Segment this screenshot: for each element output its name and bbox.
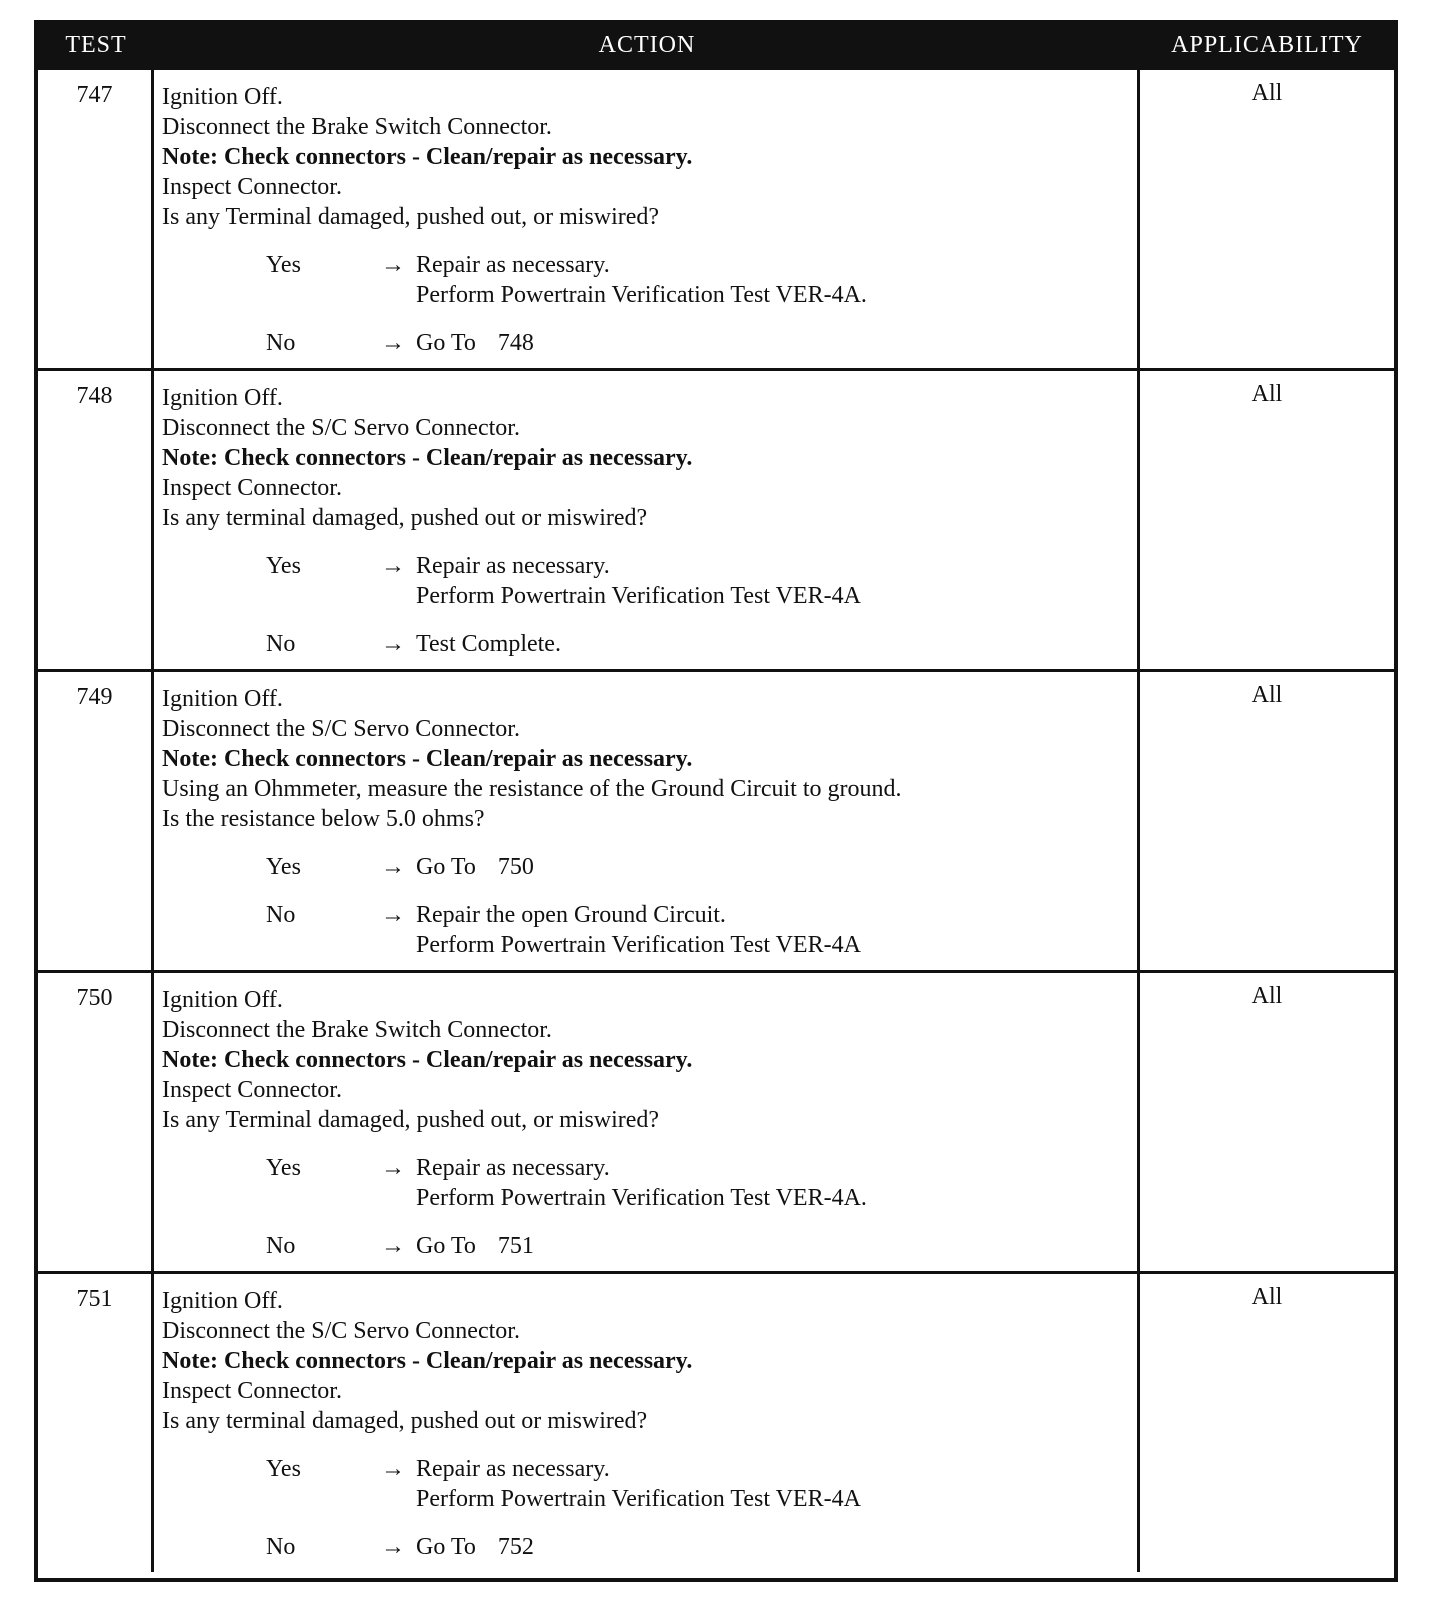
yes-result-line: Repair as necessary. bbox=[416, 1456, 610, 1482]
test-number: 747 bbox=[38, 70, 154, 368]
action-cell bbox=[154, 70, 1140, 368]
yes-label: Yes bbox=[266, 854, 301, 880]
diagnostic-test-table bbox=[34, 20, 1398, 1582]
action-note: Note: Check connectors - Clean/repair as necessary. bbox=[162, 746, 693, 772]
action-cell bbox=[154, 973, 1140, 1271]
action-note: Note: Check connectors - Clean/repair as necessary. bbox=[162, 1047, 693, 1073]
goto-number: 752 bbox=[497, 1534, 534, 1560]
no-label: No bbox=[266, 330, 296, 356]
header-test: TEST bbox=[65, 32, 127, 58]
arrow-right-icon: → bbox=[381, 902, 405, 928]
yes-label: Yes bbox=[266, 252, 301, 278]
yes-branch bbox=[162, 551, 1137, 611]
action-line: Disconnect the Brake Switch Connector. bbox=[162, 114, 552, 140]
applicability-value: All bbox=[1251, 682, 1283, 708]
yes-label: Yes bbox=[266, 1456, 301, 1482]
yes-result-line: Perform Powertrain Verification Test VER-4A. bbox=[416, 282, 867, 308]
no-result bbox=[416, 1231, 534, 1261]
action-note: Note: Check connectors - Clean/repair as necessary. bbox=[162, 1348, 693, 1374]
test-number: 751 bbox=[38, 1274, 154, 1572]
yes-result-line: Perform Powertrain Verification Test VER-4A. bbox=[416, 1185, 867, 1211]
table-row bbox=[38, 970, 1394, 1271]
action-line: Disconnect the S/C Servo Connector. bbox=[162, 415, 520, 441]
goto-number: 751 bbox=[497, 1233, 534, 1259]
applicability-value: All bbox=[1251, 983, 1283, 1009]
action-cell bbox=[154, 672, 1140, 970]
applicability-value: All bbox=[1251, 381, 1283, 407]
goto-number: 748 bbox=[497, 330, 534, 356]
yes-result bbox=[416, 852, 534, 882]
action-line: Ignition Off. bbox=[162, 84, 283, 110]
yes-result-line: Repair as necessary. bbox=[416, 252, 610, 278]
table-header bbox=[38, 24, 1394, 67]
yes-branch bbox=[162, 1153, 1137, 1213]
no-branch bbox=[162, 900, 1137, 960]
table-row bbox=[38, 368, 1394, 669]
header-applicability: APPLICABILITY bbox=[1171, 32, 1363, 58]
no-result bbox=[416, 900, 861, 960]
action-question: Is any terminal damaged, pushed out or miswired? bbox=[162, 1408, 648, 1434]
action-note: Note: Check connectors - Clean/repair as necessary. bbox=[162, 144, 693, 170]
action-line: Using an Ohmmeter, measure the resistance of the Ground Circuit to ground. bbox=[162, 776, 902, 802]
table-row bbox=[38, 67, 1394, 368]
action-note: Note: Check connectors - Clean/repair as necessary. bbox=[162, 445, 693, 471]
yes-result bbox=[416, 1454, 861, 1514]
goto-number: 750 bbox=[497, 854, 534, 880]
arrow-right-icon: → bbox=[381, 1155, 405, 1181]
action-line: Disconnect the S/C Servo Connector. bbox=[162, 1318, 520, 1344]
action-cell bbox=[154, 371, 1140, 669]
applicability-value: All bbox=[1251, 80, 1283, 106]
yes-branch bbox=[162, 1454, 1137, 1514]
action-line: Ignition Off. bbox=[162, 1288, 283, 1314]
action-question: Is any Terminal damaged, pushed out, or miswired? bbox=[162, 1107, 660, 1133]
arrow-right-icon: → bbox=[381, 553, 405, 579]
no-branch bbox=[162, 1532, 1137, 1562]
no-branch bbox=[162, 328, 1137, 358]
no-label: No bbox=[266, 902, 296, 928]
no-branch bbox=[162, 629, 1137, 659]
yes-result-line: Repair as necessary. bbox=[416, 553, 610, 579]
action-question: Is the resistance below 5.0 ohms? bbox=[162, 806, 485, 832]
no-result bbox=[416, 328, 534, 358]
arrow-right-icon: → bbox=[381, 1456, 405, 1482]
arrow-right-icon: → bbox=[381, 1534, 405, 1560]
no-result bbox=[416, 1532, 534, 1562]
no-label: No bbox=[266, 1233, 296, 1259]
yes-label: Yes bbox=[266, 1155, 301, 1181]
goto-label: Go To bbox=[416, 1534, 476, 1560]
no-result: Test Complete. bbox=[416, 631, 561, 657]
action-line: Disconnect the S/C Servo Connector. bbox=[162, 716, 520, 742]
action-line: Inspect Connector. bbox=[162, 475, 342, 501]
no-result-line: Repair the open Ground Circuit. bbox=[416, 902, 726, 928]
table-row bbox=[38, 669, 1394, 970]
yes-result bbox=[416, 551, 861, 611]
arrow-right-icon: → bbox=[381, 1233, 405, 1259]
action-cell bbox=[154, 1274, 1140, 1572]
yes-result bbox=[416, 1153, 867, 1213]
yes-result bbox=[416, 250, 867, 310]
goto-label: Go To bbox=[416, 854, 476, 880]
yes-branch bbox=[162, 852, 1137, 882]
table-row bbox=[38, 1271, 1394, 1572]
action-line: Inspect Connector. bbox=[162, 1077, 342, 1103]
action-question: Is any terminal damaged, pushed out or miswired? bbox=[162, 505, 648, 531]
test-number: 750 bbox=[38, 973, 154, 1271]
arrow-right-icon: → bbox=[381, 330, 405, 356]
action-line: Inspect Connector. bbox=[162, 1378, 342, 1404]
arrow-right-icon: → bbox=[381, 631, 405, 657]
action-line: Inspect Connector. bbox=[162, 174, 342, 200]
goto-label: Go To bbox=[416, 330, 476, 356]
action-question: Is any Terminal damaged, pushed out, or miswired? bbox=[162, 204, 660, 230]
header-action: ACTION bbox=[598, 32, 696, 58]
no-label: No bbox=[266, 631, 296, 657]
yes-result-line: Perform Powertrain Verification Test VER-4A bbox=[416, 1486, 861, 1512]
arrow-right-icon: → bbox=[381, 252, 405, 278]
action-line: Ignition Off. bbox=[162, 686, 283, 712]
yes-result-line: Repair as necessary. bbox=[416, 1155, 610, 1181]
no-result-line: Perform Powertrain Verification Test VER-4A bbox=[416, 932, 861, 958]
yes-result-line: Perform Powertrain Verification Test VER-4A bbox=[416, 583, 861, 609]
goto-label: Go To bbox=[416, 1233, 476, 1259]
yes-branch bbox=[162, 250, 1137, 310]
test-number: 749 bbox=[38, 672, 154, 970]
no-branch bbox=[162, 1231, 1137, 1261]
arrow-right-icon: → bbox=[381, 854, 405, 880]
test-number: 748 bbox=[38, 371, 154, 669]
action-line: Disconnect the Brake Switch Connector. bbox=[162, 1017, 552, 1043]
no-label: No bbox=[266, 1534, 296, 1560]
applicability-value: All bbox=[1251, 1284, 1283, 1310]
action-line: Ignition Off. bbox=[162, 385, 283, 411]
yes-label: Yes bbox=[266, 553, 301, 579]
action-line: Ignition Off. bbox=[162, 987, 283, 1013]
